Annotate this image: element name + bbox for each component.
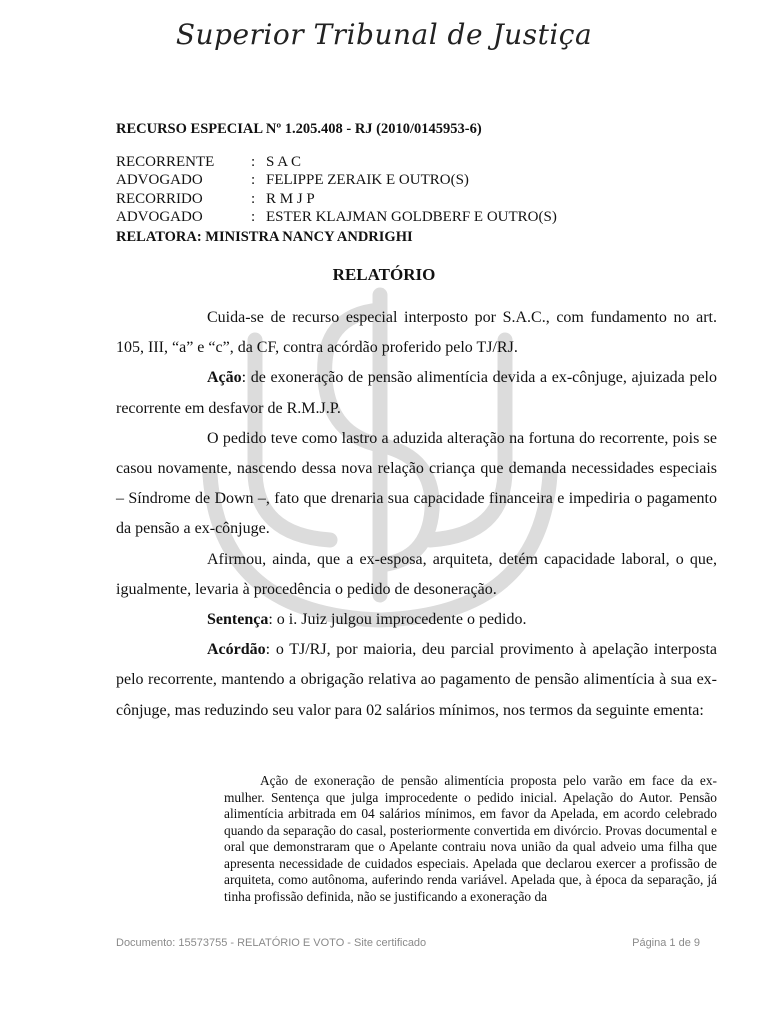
paragraph-sentenca xyxy=(116,605,717,635)
party-role: RECORRIDO xyxy=(116,190,203,207)
sentenca-text: : o i. Juiz julgou improcedente o pedido. xyxy=(268,611,527,629)
sentenca-label: Sentença xyxy=(207,611,269,629)
relatora-line: RELATORA: MINISTRA NANCY ANDRIGHI xyxy=(116,229,413,245)
party-row xyxy=(116,153,557,171)
footer-page-number: Página 1 de 9 xyxy=(632,937,700,949)
acordao-text: : o TJ/RJ, por maioria, deu parcial provimento à apelação interposta pelo recorrente, mantendo a obrigação relativa ao pagamento de pensão alimentícia à sua ex-cônjuge, mas reduzindo seu valor para 02 salários mínimos, nos termos da seguinte ementa: xyxy=(116,641,717,719)
party-row xyxy=(116,171,557,189)
section-title: RELATÓRIO xyxy=(332,265,436,284)
paragraph-acordao xyxy=(116,635,717,726)
party-separator: : xyxy=(251,172,256,189)
acao-label: Ação xyxy=(207,369,242,387)
acao-text: : de exoneração de pensão alimentícia devida a ex-cônjuge, ajuizada pelo recorrente em desfavor de R.M.J.P. xyxy=(116,369,717,417)
parties-block xyxy=(116,153,557,227)
party-separator: : xyxy=(251,154,256,170)
acordao-label: Acórdão xyxy=(207,641,266,659)
party-role: ADVOGADO xyxy=(116,172,203,189)
footer-document-info: Documento: 15573755 - RELATÓRIO E VOTO - Site certificado xyxy=(116,937,427,949)
party-name: ESTER KLAJMAN GOLDBERF E OUTRO(S) xyxy=(266,209,557,226)
ementa-quote xyxy=(224,773,717,905)
case-number: RECURSO ESPECIAL Nº 1.205.408 - RJ (2010/0145953-6) xyxy=(116,121,482,137)
court-name-header: Superior Tribunal de Justiça xyxy=(175,18,593,51)
paragraph-acao xyxy=(116,363,717,423)
party-separator: : xyxy=(251,190,256,207)
page-footer xyxy=(116,937,700,949)
paragraph-afirmou: Afirmou, ainda, que a ex-esposa, arquiteta, detém capacidade laboral, o que, igualmente, levaria à procedência o pedido de desoneração. xyxy=(116,550,717,598)
party-role: ADVOGADO xyxy=(116,209,203,226)
party-separator: : xyxy=(251,209,256,226)
ementa-text: Ação de exoneração de pensão alimentícia proposta pelo varão em face da ex-mulher. Sentença que julga improcedente o pedido inicial. Apelação do Autor. Pensão alimentícia arbitrada em 04 salários mínimos, em favor da Apelada, em acordo celebrado quando da separação do casal, posteriormente convertida em divórcio. Provas documental e oral que demonstraram que o Apelante contraiu nova união da qual adveio uma filha que apresenta necessidade de cuidados especiais. Apelada que declarou exercer a profissão de arquiteta, como autônoma, auferindo renda variável. Apelada que, à época da separação, já tinha profissão definida, não se justificando a exoneração da xyxy=(224,773,717,904)
paragraph-pedido: O pedido teve como lastro a aduzida alteração na fortuna do recorrente, pois se casou novamente, nascendo dessa nova relação criança que demanda necessidades especiais – Síndrome de Down –, fato que drenaria sua capacidade financeira e impediria o pagamento da pensão a ex-cônjuge. xyxy=(116,429,717,538)
party-row xyxy=(116,208,557,226)
party-row xyxy=(116,190,557,208)
party-name: R M J P xyxy=(266,190,315,207)
party-name: S A C xyxy=(266,154,302,170)
report-body xyxy=(116,303,717,726)
party-role: RECORRENTE xyxy=(116,154,215,170)
paragraph-intro: Cuida-se de recurso especial interposto por S.A.C., com fundamento no art. 105, III, “a” e “c”, da CF, contra acórdão proferido pelo TJ/RJ. xyxy=(116,309,717,357)
party-name: FELIPPE ZERAIK E OUTRO(S) xyxy=(266,172,469,189)
